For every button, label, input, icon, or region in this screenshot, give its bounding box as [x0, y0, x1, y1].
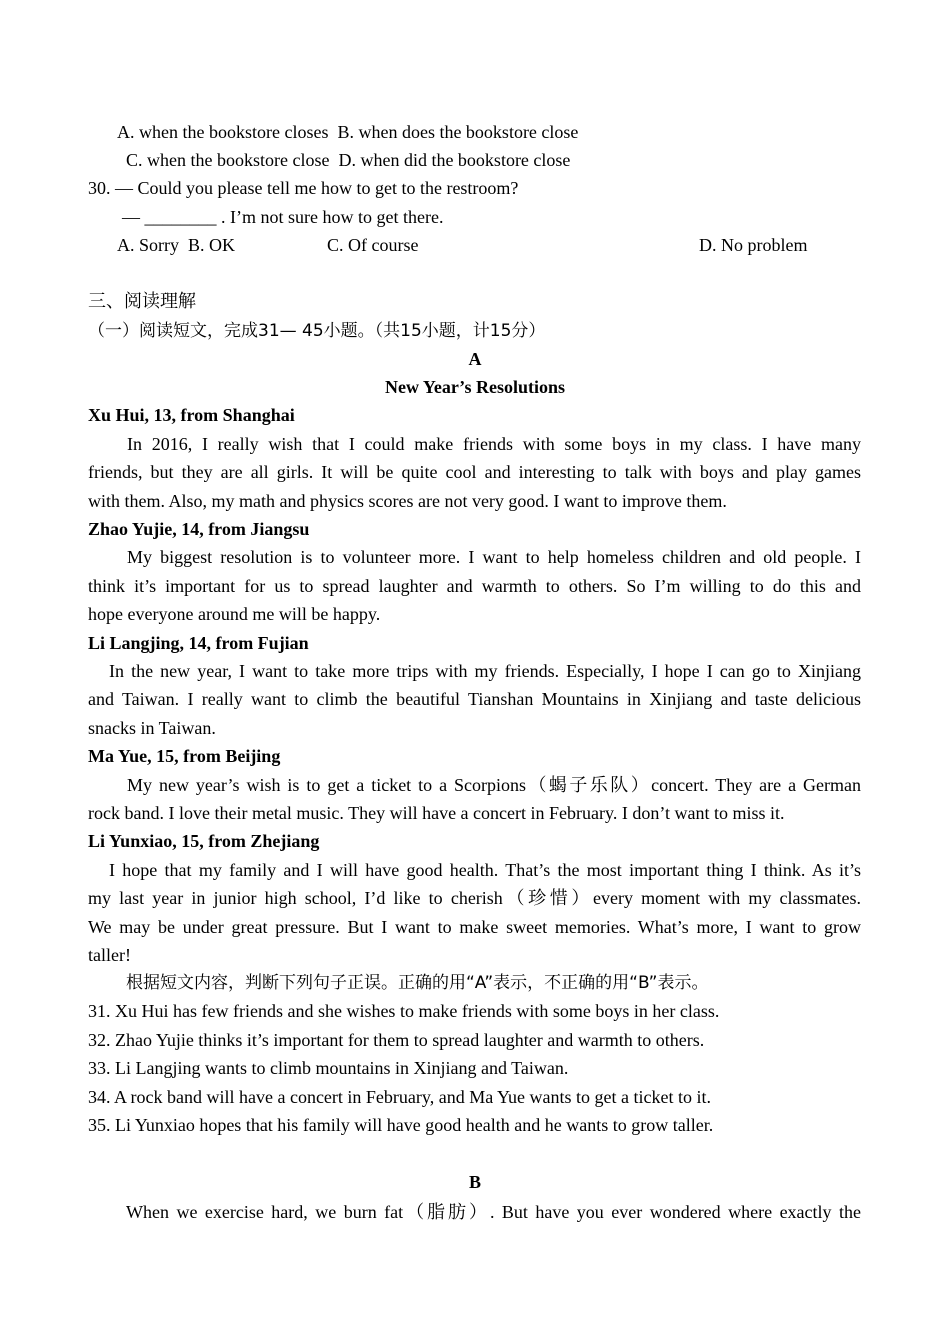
- passage-a-title: New Year’s Resolutions: [385, 377, 565, 397]
- section-title: 三、阅读理解: [88, 291, 196, 312]
- section-subtitle: （一）阅读短文，完成31— 45小题。（共15小题，计15分）: [88, 321, 546, 341]
- q29-options-line2: C. when the bookstore close D. when did the bookstore close: [126, 150, 571, 170]
- question-32: 32. Zhao Yujie thinks it’s important for them to spread laughter and warmth to others.: [88, 1030, 705, 1050]
- passage-a-letter: A: [468, 349, 482, 369]
- entry-name-li-yunxiao: Li Yunxiao, 15, from Zhejiang: [88, 831, 320, 851]
- entry-line: We may be under great pressure. But I want to make sweet memories. What’s more, I want to grow: [88, 917, 861, 937]
- entry-line: rock band. I love their metal music. They will have a concert in February. I don’t want to miss it.: [88, 803, 785, 823]
- entry-name-ma-yue: Ma Yue, 15, from Beijing: [88, 746, 281, 766]
- entry-line: with them. Also, my math and physics scores are not very good. I want to improve them.: [88, 491, 727, 511]
- entry-line: snacks in Taiwan.: [88, 718, 216, 738]
- q30-question: 30. — Could you please tell me how to get to the restroom?: [88, 178, 519, 198]
- q30-option-ab: A. Sorry B. OK: [117, 235, 236, 255]
- entry-name-zhao-yujie: Zhao Yujie, 14, from Jiangsu: [88, 519, 310, 539]
- entry-line: hope everyone around me will be happy.: [88, 604, 381, 624]
- passage-b-line1: When we exercise hard, we burn fat（脂肪）. But have you ever wondered where exactly the: [126, 1202, 861, 1222]
- entry-line: my last year in junior high school, I’d like to cherish（珍惜）every moment with my classmates.: [88, 888, 861, 908]
- question-31: 31. Xu Hui has few friends and she wishes to make friends with some boys in her class.: [88, 1001, 720, 1021]
- entry-line: think it’s important for us to spread laughter and warmth to others. So I’m willing to do this and: [88, 576, 861, 596]
- q30-option-d: D. No problem: [699, 235, 808, 255]
- question-34: 34. A rock band will have a concert in February, and Ma Yue wants to get a ticket to it.: [88, 1087, 711, 1107]
- entry-line: I hope that my family and I will have good health. That’s the most important thing I think. As it’s: [109, 860, 861, 880]
- entry-name-li-langjing: Li Langjing, 14, from Fujian: [88, 633, 309, 653]
- entry-line: My new year’s wish is to get a ticket to a Scorpions（蝎子乐队）concert. They are a German: [127, 775, 861, 795]
- q29-options-line1: A. when the bookstore closes B. when does the bookstore close: [117, 122, 579, 142]
- question-35: 35. Li Yunxiao hopes that his family will have good health and he wants to grow taller.: [88, 1115, 714, 1135]
- entry-line: and Taiwan. I really want to climb the beautiful Tianshan Mountains in Xinjiang and taste delicious: [88, 689, 861, 709]
- entry-line: In 2016, I really wish that I could make friends with some boys in my class. I have many: [127, 434, 861, 454]
- entry-line: taller!: [88, 945, 131, 965]
- entry-line: My biggest resolution is to volunteer more. I want to help homeless children and old people. I: [127, 547, 861, 567]
- entry-line: In the new year, I want to take more trips with my friends. Especially, I hope I can go to Xinjiang: [109, 661, 861, 681]
- entry-line: friends, but they are all girls. It will be quite cool and interesting to talk with boys and play games: [88, 462, 861, 482]
- entry-name-xu-hui: Xu Hui, 13, from Shanghai: [88, 405, 295, 425]
- q30-option-c: C. Of course: [327, 235, 419, 255]
- passage-b-letter: B: [468, 1172, 481, 1192]
- q30-reply: — ________ . I’m not sure how to get there.: [122, 207, 444, 227]
- question-33: 33. Li Langjing wants to climb mountains in Xinjiang and Taiwan.: [88, 1058, 569, 1078]
- instruction: 根据短文内容，判断下列句子正误。正确的用“A”表示，不正确的用“B”表示。: [126, 973, 709, 993]
